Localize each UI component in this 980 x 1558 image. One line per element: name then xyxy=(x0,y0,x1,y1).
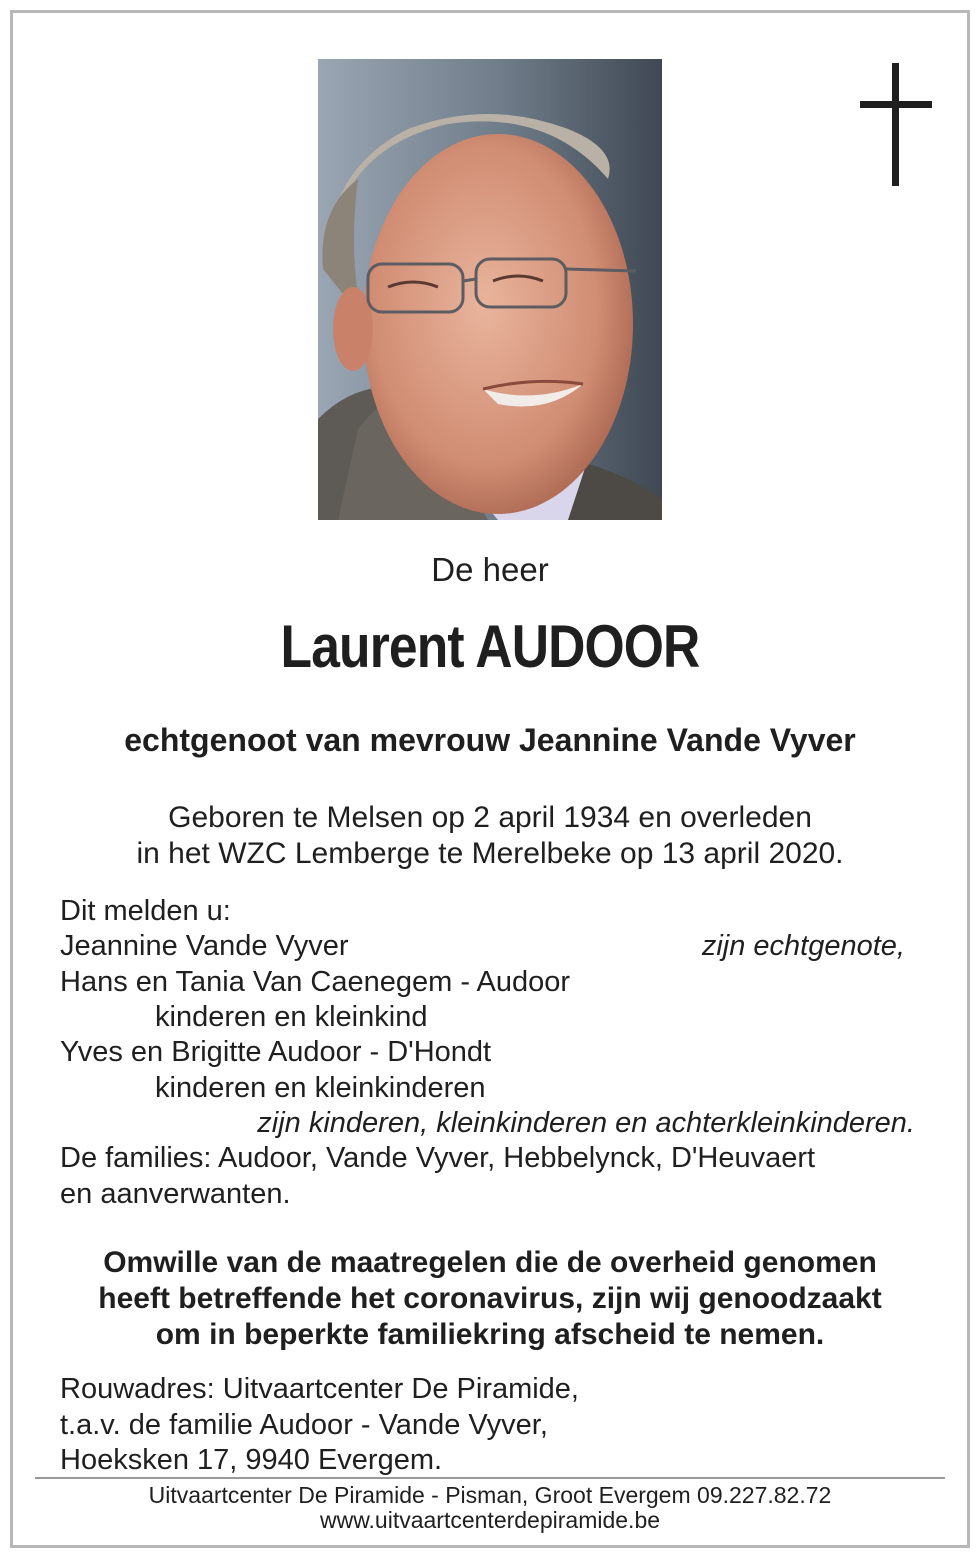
relatives-line: en aanverwanten. xyxy=(60,1178,291,1210)
salutation: De heer xyxy=(431,551,549,588)
cross-icon xyxy=(860,63,932,186)
notice-line-1: Omwille van de maatregelen die de overheid genomen xyxy=(103,1246,877,1279)
deceased-name: Laurent AUDOOR xyxy=(280,613,700,680)
notice-line-3: om in beperkte familiekring afscheid te nemen. xyxy=(155,1318,825,1351)
child-family-2: Yves en Brigitte Audoor - D'Hondt xyxy=(60,1036,492,1068)
birth-line-1: Geboren te Melsen op 2 april 1934 en overleden xyxy=(168,801,812,834)
portrait-photo xyxy=(318,59,662,520)
announcement-intro: Dit melden u: xyxy=(60,895,231,927)
birth-death-info xyxy=(0,800,980,872)
child-family-1: Hans en Tania Van Caenegem - Audoor xyxy=(60,966,570,998)
footer-divider xyxy=(35,1477,945,1479)
corona-notice xyxy=(0,1245,980,1353)
address-line-3: Hoeksken 17, 9940 Evergem. xyxy=(60,1444,443,1476)
funeral-home-info: Uitvaartcenter De Piramide - Pisman, Groot Evergem 09.227.82.72 xyxy=(148,1482,832,1508)
birth-line-2: in het WZC Lemberge te Merelbeke op 13 april 2020. xyxy=(136,837,844,870)
spouse-role: zijn echtgenote, xyxy=(701,930,905,962)
address-line-1: Rouwadres: Uitvaartcenter De Piramide, xyxy=(60,1373,579,1405)
address-line-2: t.a.v. de familie Audoor - Vande Vyver, xyxy=(60,1409,548,1441)
child-family-1-note: kinderen en kleinkind xyxy=(155,1001,428,1033)
spouse-name: Jeannine Vande Vyver xyxy=(60,930,349,962)
spouse-line: echtgenoot van mevrouw Jeannine Vande Vyver xyxy=(124,722,856,758)
funeral-home-website: www.uitvaartcenterdepiramide.be xyxy=(319,1507,661,1533)
families-line: De families: Audoor, Vande Vyver, Hebbelynck, D'Heuvaert xyxy=(60,1142,816,1174)
descendants-role: zijn kinderen, kleinkinderen en achterkleinkinderen. xyxy=(257,1107,915,1139)
notice-line-2: heeft betreffende het coronavirus, zijn wij genoodzaakt xyxy=(98,1282,882,1315)
child-family-2-note: kinderen en kleinkinderen xyxy=(155,1072,486,1104)
